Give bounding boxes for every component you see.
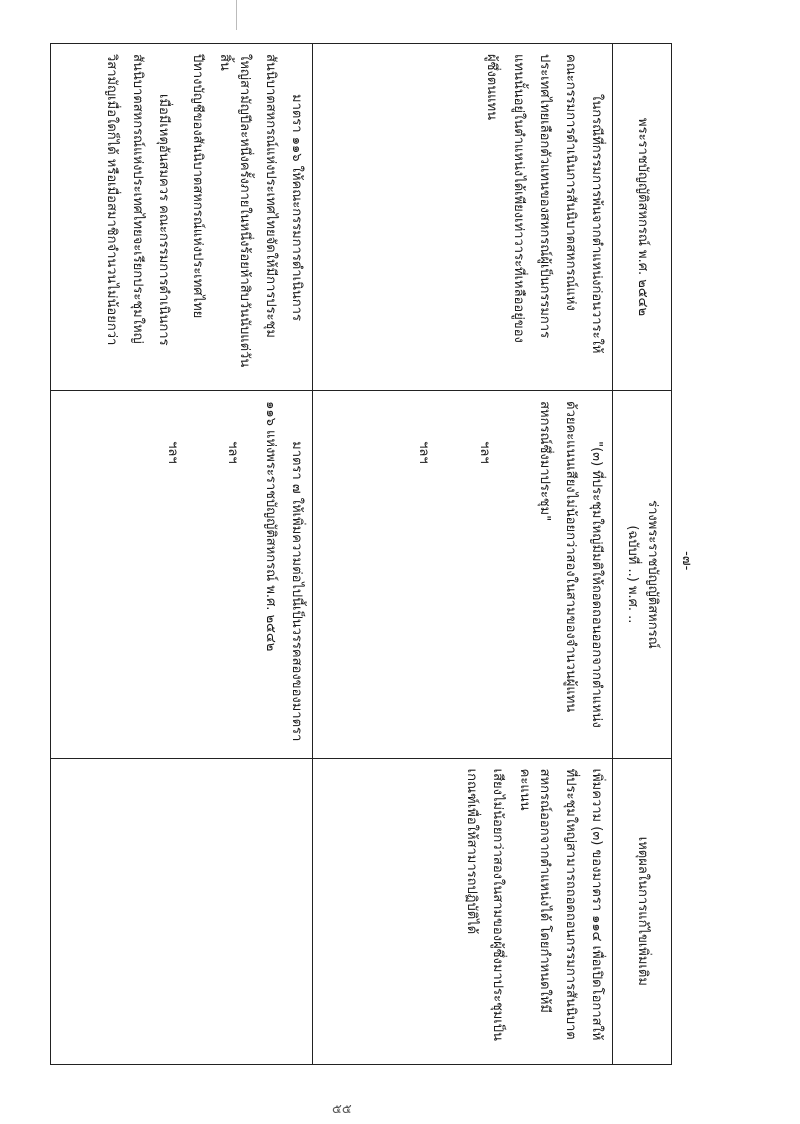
header-draft-law: -๗- ร่างพระราชบัญญัติสหกรณ์ (ฉบับที่ ..) พ.ศ. .. <box>613 391 672 759</box>
current-law-paragraph: ในกรณีที่กรรมการพ้นจากตำแหน่งก่อนวาระให้ คณะกรรมการดำเนินการสันนิบาตสหกรณ์แห่ง ประเทศไทยเลือกตัวแทนของสหกรณ์ผู้เป็นกรรมการ แทนนั้นอยู่ในตำแหน่งได้เพียงเท่าวาระที่เหลืออยู่ของ ผู้ซึ่งตนแทน <box>313 44 613 391</box>
draft-law-section-7: มาตรา ๗ ให้เพิ่มความต่อไปนี้เป็นวรรคสองของมาตรา ๑๑๖ แห่งพระราชบัญญัติสหกรณ์ พ.ศ. ๒๕๔๒ ฯลฯ ฯลฯ <box>51 391 313 759</box>
header-current-law: พระราชบัญญัติสหกรณ์ พ.ศ. ๒๕๔๒ <box>613 44 672 391</box>
bottom-page-mark: ๕๕ <box>332 1102 352 1117</box>
draft-law-paragraph: "(๓) ที่ประชุมใหญ่มีมติให้ถอดถอนออกจากตำแหน่ง ด้วยคะแนนเสียงไม่น้อยกว่าสองในสามของจำนวนผู้แทน สหกรณ์ซึ่งมาประชุม" ฯลฯ ฯลฯ <box>313 391 613 759</box>
header-reason: เหตุผลในการแก้ไขเพิ่มเติม <box>613 758 672 1064</box>
reason-paragraph: เพิ่มความ (๓) ของมาตรา ๑๑๔ เพื่อเปิดโอกาสให้ ที่ประชุมใหญ่สามารถถอดถอนกรรมการสันนิบาต สหกรณ์ออกจากตำแหน่งได้ โดยกำหนดให้มีคะแนน เสียงไม่น้อยกว่าสองในสามของผู้ซึ่งมาประชุมเป็น เกณฑ์เพื่อให้สามารถปฏิบัติได้ <box>313 758 613 1064</box>
page-number: -๗- <box>679 551 695 571</box>
reason-empty-cell <box>51 758 313 1064</box>
current-law-section-116: มาตรา ๑๑๖ ให้คณะกรรมการดำเนินการ สันนิบาตสหกรณ์แห่งประเทศไทยจัดให้มีการประชุม ใหญ่สามัญปีละหนึ่งครั้งภายในหนึ่งร้อยห้าสิบวันนับแต่วันสิ้น ปีทางบัญชีของสันนิบาตสหกรณ์แห่งประเทศไทย เมื่อมีเหตุอันสมควร คณะกรรมการดำเนินการ สันนิบาตสหกรณ์แห่งประเทศไทยจะเรียกประชุมใหญ่ วิสามัญเมื่อใดก็ได้ หรือเมื่อสมาชิกจำนวนไม่น้อยกว่า <box>51 44 313 391</box>
document-table <box>50 43 695 1065</box>
top-scan-mark <box>236 0 237 30</box>
